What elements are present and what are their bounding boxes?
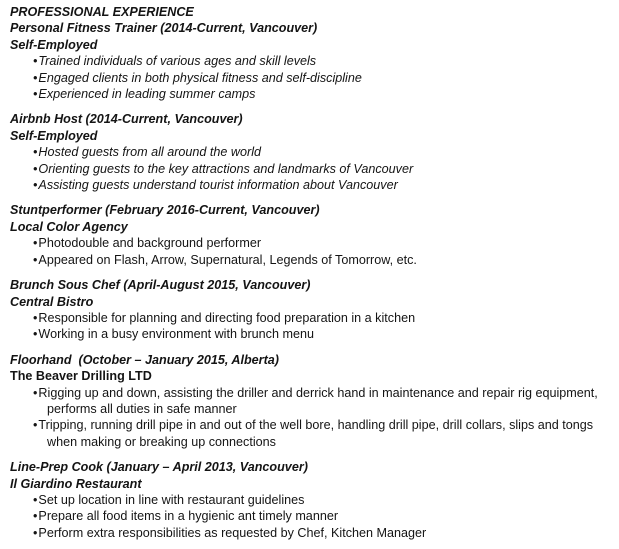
bullet-icon: • bbox=[33, 54, 38, 69]
bullet-item bbox=[10, 177, 605, 193]
bullet-text: Set up location in line with restaurant guidelines bbox=[38, 492, 305, 507]
bullet-item bbox=[10, 310, 605, 326]
bullet-list bbox=[10, 310, 605, 343]
job-entry bbox=[10, 352, 605, 450]
bullet-list bbox=[10, 144, 605, 193]
bullet-icon: • bbox=[33, 236, 38, 251]
employer-name: Local Color Agency bbox=[10, 219, 128, 234]
bullet-list bbox=[10, 53, 605, 102]
bullet-item bbox=[10, 492, 605, 508]
job-title: Floorhand (October – January 2015, Alberta) bbox=[10, 352, 279, 367]
bullet-icon: • bbox=[33, 525, 38, 540]
bullet-text: Trained individuals of various ages and skill levels bbox=[38, 54, 317, 69]
job-title: Stuntperformer (February 2016-Current, Vancouver) bbox=[10, 203, 320, 218]
bullet-item bbox=[10, 70, 605, 86]
bullet-item bbox=[10, 508, 605, 524]
employer-name: The Beaver Drilling LTD bbox=[10, 369, 152, 384]
job-title: Brunch Sous Chef (April-August 2015, Vancouver) bbox=[10, 278, 311, 293]
section-title: PROFESSIONAL EXPERIENCE bbox=[10, 5, 194, 19]
bullet-icon: • bbox=[33, 70, 38, 85]
bullet-text: Orienting guests to the key attractions and landmarks of Vancouver bbox=[38, 161, 414, 176]
bullet-list bbox=[10, 492, 605, 541]
bullet-text: Working in a busy environment with brunch menu bbox=[38, 327, 314, 342]
bullet-icon: • bbox=[33, 145, 38, 160]
job-title: Airbnb Host (2014-Current, Vancouver) bbox=[10, 112, 243, 127]
bullet-icon: • bbox=[33, 161, 38, 176]
bullet-text: Photodouble and background performer bbox=[38, 236, 262, 251]
bullet-item bbox=[10, 144, 605, 160]
bullet-icon: • bbox=[33, 252, 38, 267]
bullet-icon: • bbox=[33, 178, 38, 193]
employer-name: Self-Employed bbox=[10, 37, 98, 52]
job-title: Personal Fitness Trainer (2014-Current, Vancouver) bbox=[10, 21, 318, 36]
bullet-item bbox=[10, 525, 605, 541]
jobs-container bbox=[10, 20, 605, 541]
bullet-item bbox=[10, 252, 605, 268]
bullet-list bbox=[10, 235, 605, 268]
job-entry bbox=[10, 277, 605, 343]
bullet-text: Assisting guests understand tourist information about Vancouver bbox=[38, 178, 398, 193]
bullet-icon: • bbox=[33, 327, 38, 342]
job-entry bbox=[10, 20, 605, 102]
bullet-text: Tripping, running drill pipe in and out of the well bore, handling drill pipe, drill collars, slips and tongs when making or breaking up connections bbox=[38, 418, 594, 449]
bullet-item bbox=[10, 385, 605, 418]
bullet-icon: • bbox=[33, 385, 38, 400]
bullet-list bbox=[10, 385, 605, 451]
bullet-text: Perform extra responsibilities as requested by Chef, Kitchen Manager bbox=[38, 525, 427, 540]
bullet-text: Rigging up and down, assisting the driller and derrick hand in maintenance and repair rig equipment, performs all duties in safe manner bbox=[38, 385, 598, 416]
bullet-item bbox=[10, 235, 605, 251]
bullet-item bbox=[10, 53, 605, 69]
employer-name: Il Giardino Restaurant bbox=[10, 476, 142, 491]
bullet-icon: • bbox=[33, 418, 38, 433]
bullet-icon: • bbox=[33, 310, 38, 325]
bullet-text: Responsible for planning and directing food preparation in a kitchen bbox=[38, 310, 416, 325]
job-title: Line-Prep Cook (January – April 2013, Vancouver) bbox=[10, 460, 308, 475]
job-entry bbox=[10, 459, 605, 541]
employer-name: Central Bistro bbox=[10, 294, 94, 309]
bullet-item bbox=[10, 161, 605, 177]
bullet-text: Experienced in leading summer camps bbox=[38, 87, 256, 102]
bullet-text: Appeared on Flash, Arrow, Supernatural, Legends of Tomorrow, etc. bbox=[38, 252, 417, 267]
bullet-icon: • bbox=[33, 87, 38, 102]
bullet-icon: • bbox=[33, 492, 38, 507]
bullet-text: Hosted guests from all around the world bbox=[38, 145, 262, 160]
bullet-icon: • bbox=[33, 509, 38, 524]
bullet-item bbox=[10, 326, 605, 342]
job-entry bbox=[10, 202, 605, 268]
job-entry bbox=[10, 111, 605, 193]
bullet-text: Prepare all food items in a hygienic ant timely manner bbox=[38, 509, 339, 524]
bullet-item bbox=[10, 86, 605, 102]
bullet-item bbox=[10, 417, 605, 450]
bullet-text: Engaged clients in both physical fitness and self-discipline bbox=[38, 70, 362, 85]
employer-name: Self-Employed bbox=[10, 128, 98, 143]
